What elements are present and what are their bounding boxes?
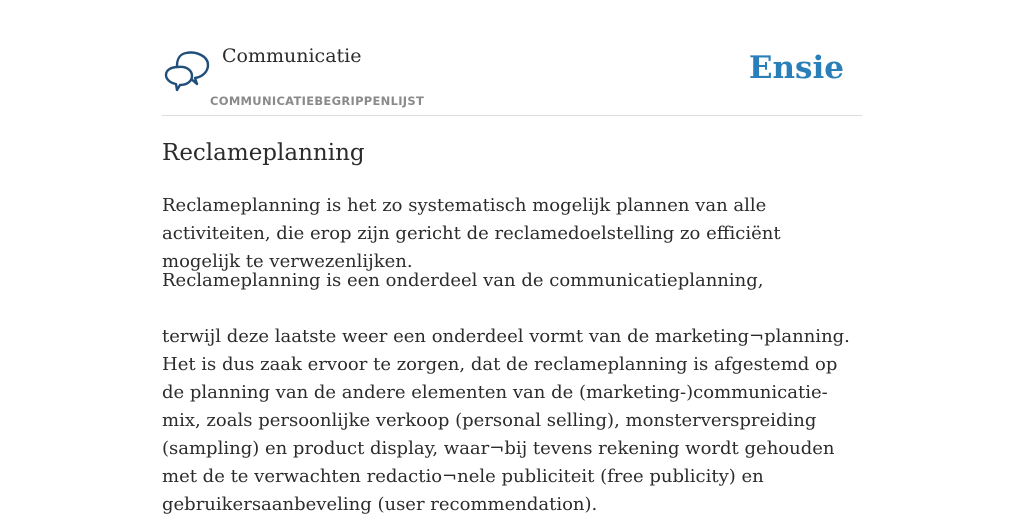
definition-paragraph: Reclameplanning is het zo systematisch mogelijk plannen van alle activiteiten, die erop zijn gericht de reclamedoelstelling zo efficiënt mogelijk te verwezenlijken. [162,195,781,272]
definition-paragraph: terwijl deze laatste weer een onderdeel vormt van de marketing¬planning. Het is dus zaak ervoor te zorgen, dat de reclameplanning is afgestemd op de planning van de andere elementen van de (marketing-)communicatie-mix, zoals persoonlijke verkoop (personal selling), monsterverspreiding (sampling) en product display, waar¬bij tevens rekening wordt gehouden met de te verwachten redactio¬nele publiciteit (free publicity) en gebruikersaanbeveling (user recommendation). [162,326,850,515]
speech-bubbles-icon[interactable] [164,50,210,92]
dictionary-subtitle: COMMUNICATIEBEGRIPPENLIJST [210,94,425,108]
term-title: Reclameplanning [162,140,365,166]
header [162,0,862,116]
definition-paragraph: Reclameplanning is een onderdeel van de communicatieplanning, [162,270,764,291]
page [162,0,862,515]
ensie-logo-link[interactable]: Ensie [748,50,844,86]
dictionary-title-link[interactable]: Communicatie [222,45,362,67]
